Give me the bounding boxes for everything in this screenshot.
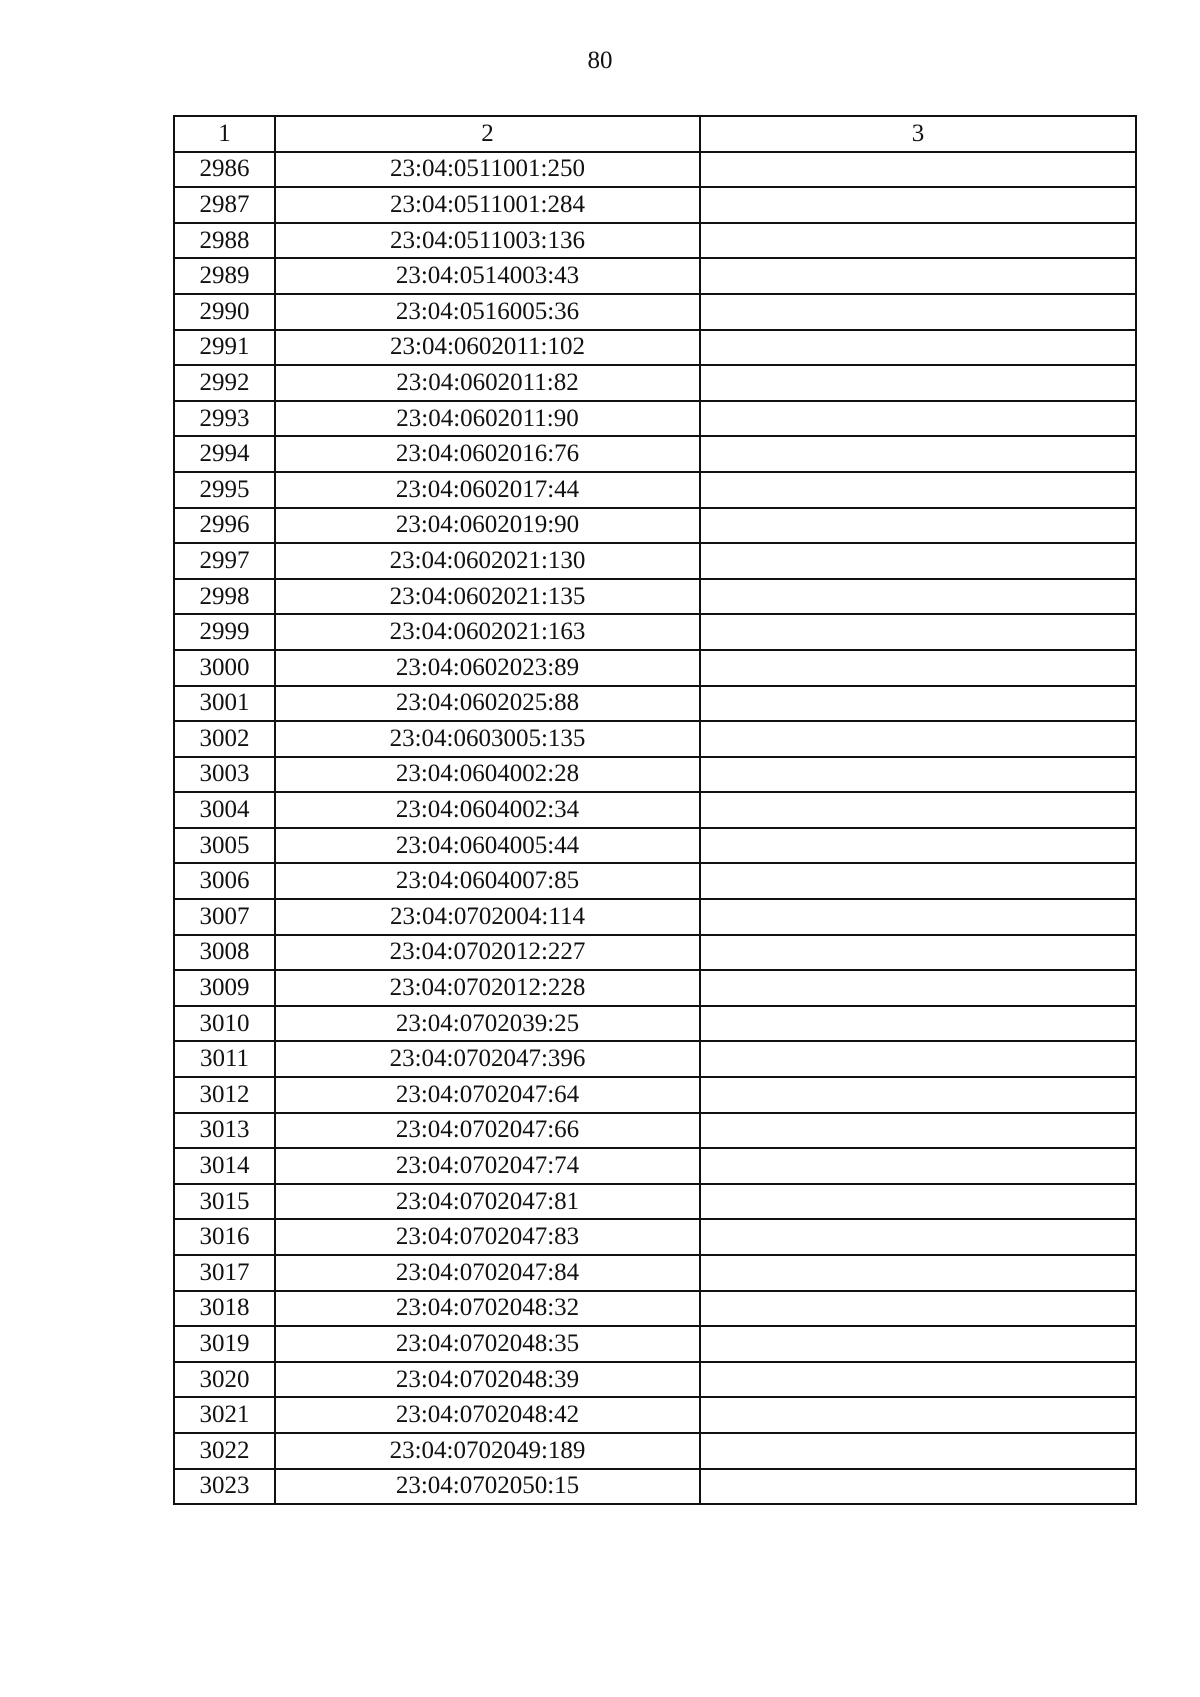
note-cell	[700, 1077, 1136, 1113]
row-number-cell: 3002	[174, 721, 275, 757]
row-number-cell: 3022	[174, 1433, 275, 1469]
cadastral-number-cell: 23:04:0604005:44	[275, 828, 700, 864]
row-number-cell: 3021	[174, 1397, 275, 1433]
row-number-cell: 3020	[174, 1362, 275, 1398]
row-number-cell: 3000	[174, 650, 275, 686]
note-cell	[700, 579, 1136, 615]
table-row	[174, 401, 1136, 437]
row-number-cell: 2995	[174, 472, 275, 508]
row-number-cell: 2993	[174, 401, 275, 437]
cadastral-number-cell: 23:04:0702012:228	[275, 970, 700, 1006]
row-number-cell: 3019	[174, 1326, 275, 1362]
note-cell	[700, 1291, 1136, 1327]
table-row	[174, 935, 1136, 971]
row-number-cell: 2988	[174, 223, 275, 259]
note-cell	[700, 935, 1136, 971]
table-row	[174, 757, 1136, 793]
cadastral-number-cell: 23:04:0602017:44	[275, 472, 700, 508]
row-number-cell: 2991	[174, 330, 275, 366]
note-cell	[700, 970, 1136, 1006]
table-row	[174, 579, 1136, 615]
cadastral-number-cell: 23:04:0511001:284	[275, 187, 700, 223]
row-number-cell: 2996	[174, 508, 275, 544]
cadastral-number-cell: 23:04:0516005:36	[275, 294, 700, 330]
cadastral-number-cell: 23:04:0602016:76	[275, 436, 700, 472]
note-cell	[700, 472, 1136, 508]
cadastral-number-cell: 23:04:0604002:34	[275, 792, 700, 828]
note-cell	[700, 365, 1136, 401]
table-row	[174, 1184, 1136, 1220]
row-number-cell: 3014	[174, 1148, 275, 1184]
table-row	[174, 1041, 1136, 1077]
cadastral-number-cell: 23:04:0604002:28	[275, 757, 700, 793]
note-cell	[700, 330, 1136, 366]
row-number-cell: 2989	[174, 258, 275, 294]
table-row	[174, 223, 1136, 259]
cadastral-number-cell: 23:04:0702004:114	[275, 899, 700, 935]
cadastral-number-cell: 23:04:0602021:130	[275, 543, 700, 579]
cadastral-number-cell: 23:04:0602011:90	[275, 401, 700, 437]
note-cell	[700, 1433, 1136, 1469]
cadastral-number-cell: 23:04:0603005:135	[275, 721, 700, 757]
note-cell	[700, 1397, 1136, 1433]
cadastral-number-cell: 23:04:0604007:85	[275, 863, 700, 899]
cadastral-number-cell: 23:04:0702049:189	[275, 1433, 700, 1469]
cadastral-table	[173, 115, 1137, 1505]
cadastral-number-cell: 23:04:0702048:39	[275, 1362, 700, 1398]
table-row	[174, 721, 1136, 757]
note-cell	[700, 508, 1136, 544]
table-row	[174, 258, 1136, 294]
row-number-cell: 3006	[174, 863, 275, 899]
table-row	[174, 365, 1136, 401]
row-number-cell: 3015	[174, 1184, 275, 1220]
table-row	[174, 436, 1136, 472]
row-number-cell: 3003	[174, 757, 275, 793]
cadastral-number-cell: 23:04:0702047:396	[275, 1041, 700, 1077]
row-number-cell: 3009	[174, 970, 275, 1006]
table-row	[174, 1077, 1136, 1113]
note-cell	[700, 1041, 1136, 1077]
note-cell	[700, 223, 1136, 259]
row-number-cell: 3007	[174, 899, 275, 935]
cadastral-number-cell: 23:04:0514003:43	[275, 258, 700, 294]
note-cell	[700, 258, 1136, 294]
table-row	[174, 508, 1136, 544]
cadastral-number-cell: 23:04:0702047:74	[275, 1148, 700, 1184]
note-cell	[700, 543, 1136, 579]
note-cell	[700, 401, 1136, 437]
table-row	[174, 152, 1136, 188]
cadastral-number-cell: 23:04:0702048:42	[275, 1397, 700, 1433]
cadastral-number-cell: 23:04:0602025:88	[275, 686, 700, 722]
row-number-cell: 3008	[174, 935, 275, 971]
table-row	[174, 1397, 1136, 1433]
note-cell	[700, 686, 1136, 722]
table-row	[174, 1433, 1136, 1469]
row-number-cell: 2992	[174, 365, 275, 401]
table-row	[174, 1362, 1136, 1398]
cadastral-number-cell: 23:04:0602021:163	[275, 614, 700, 650]
table-row	[174, 1113, 1136, 1149]
table-row	[174, 187, 1136, 223]
note-cell	[700, 1326, 1136, 1362]
table-row	[174, 614, 1136, 650]
row-number-cell: 3017	[174, 1255, 275, 1291]
table-row	[174, 543, 1136, 579]
cadastral-number-cell: 23:04:0702047:64	[275, 1077, 700, 1113]
row-number-cell: 2987	[174, 187, 275, 223]
table-row	[174, 828, 1136, 864]
table-row	[174, 1219, 1136, 1255]
note-cell	[700, 757, 1136, 793]
table-row	[174, 472, 1136, 508]
row-number-cell: 3010	[174, 1006, 275, 1042]
cadastral-number-cell: 23:04:0511001:250	[275, 152, 700, 188]
cadastral-number-cell: 23:04:0602023:89	[275, 650, 700, 686]
cadastral-number-cell: 23:04:0602011:82	[275, 365, 700, 401]
note-cell	[700, 614, 1136, 650]
note-cell	[700, 1006, 1136, 1042]
note-cell	[700, 828, 1136, 864]
table-body	[174, 116, 1136, 1504]
header-cell-col1: 1	[174, 116, 275, 152]
row-number-cell: 3012	[174, 1077, 275, 1113]
cadastral-number-cell: 23:04:0702047:84	[275, 1255, 700, 1291]
table-header-row	[174, 116, 1136, 152]
table-row	[174, 863, 1136, 899]
cadastral-number-cell: 23:04:0702012:227	[275, 935, 700, 971]
note-cell	[700, 792, 1136, 828]
table-row	[174, 294, 1136, 330]
row-number-cell: 2994	[174, 436, 275, 472]
row-number-cell: 2999	[174, 614, 275, 650]
note-cell	[700, 1255, 1136, 1291]
header-cell-col3: 3	[700, 116, 1136, 152]
note-cell	[700, 152, 1136, 188]
table-row	[174, 650, 1136, 686]
table-row	[174, 1255, 1136, 1291]
row-number-cell: 2986	[174, 152, 275, 188]
cadastral-number-cell: 23:04:0602019:90	[275, 508, 700, 544]
row-number-cell: 3001	[174, 686, 275, 722]
table-row	[174, 686, 1136, 722]
note-cell	[700, 650, 1136, 686]
note-cell	[700, 1184, 1136, 1220]
table-row	[174, 330, 1136, 366]
cadastral-number-cell: 23:04:0511003:136	[275, 223, 700, 259]
row-number-cell: 3004	[174, 792, 275, 828]
table-row	[174, 1006, 1136, 1042]
row-number-cell: 3013	[174, 1113, 275, 1149]
page-number: 80	[587, 47, 613, 74]
note-cell	[700, 187, 1136, 223]
note-cell	[700, 1148, 1136, 1184]
note-cell	[700, 1362, 1136, 1398]
row-number-cell: 3005	[174, 828, 275, 864]
note-cell	[700, 1469, 1136, 1505]
cadastral-number-cell: 23:04:0602021:135	[275, 579, 700, 615]
cadastral-number-cell: 23:04:0702047:81	[275, 1184, 700, 1220]
table-row	[174, 1148, 1136, 1184]
header-cell-col2: 2	[275, 116, 700, 152]
table-row	[174, 1291, 1136, 1327]
note-cell	[700, 1113, 1136, 1149]
table-row	[174, 1326, 1136, 1362]
row-number-cell: 2990	[174, 294, 275, 330]
cadastral-number-cell: 23:04:0702047:66	[275, 1113, 700, 1149]
note-cell	[700, 863, 1136, 899]
cadastral-number-cell: 23:04:0702047:83	[275, 1219, 700, 1255]
table-row	[174, 1469, 1136, 1505]
row-number-cell: 3018	[174, 1291, 275, 1327]
note-cell	[700, 721, 1136, 757]
row-number-cell: 2998	[174, 579, 275, 615]
table-row	[174, 899, 1136, 935]
cadastral-number-cell: 23:04:0702050:15	[275, 1469, 700, 1505]
note-cell	[700, 436, 1136, 472]
cadastral-number-cell: 23:04:0602011:102	[275, 330, 700, 366]
row-number-cell: 2997	[174, 543, 275, 579]
row-number-cell: 3016	[174, 1219, 275, 1255]
cadastral-number-cell: 23:04:0702048:32	[275, 1291, 700, 1327]
note-cell	[700, 1219, 1136, 1255]
row-number-cell: 3011	[174, 1041, 275, 1077]
row-number-cell: 3023	[174, 1469, 275, 1505]
note-cell	[700, 899, 1136, 935]
cadastral-number-cell: 23:04:0702039:25	[275, 1006, 700, 1042]
note-cell	[700, 294, 1136, 330]
table-row	[174, 970, 1136, 1006]
cadastral-number-cell: 23:04:0702048:35	[275, 1326, 700, 1362]
table-row	[174, 792, 1136, 828]
